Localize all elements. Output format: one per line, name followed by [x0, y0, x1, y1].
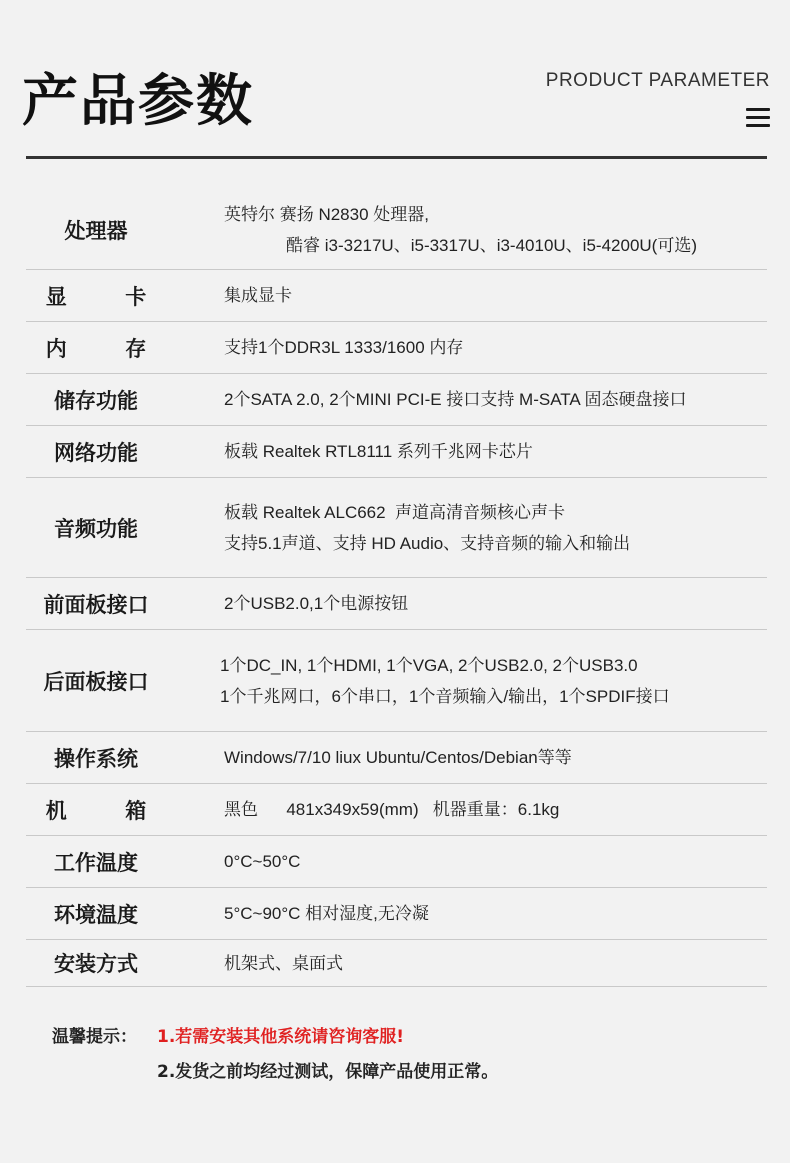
spec-value-line: 酷睿 i3-3217U、i5-3317U、i3-4010U、i5-4200U(可选)	[286, 235, 697, 255]
spec-value	[224, 578, 767, 629]
header-divider	[26, 156, 767, 159]
spec-value	[224, 940, 767, 986]
spec-value	[224, 270, 767, 321]
spec-value-line: 支持1个DDR3L 1333/1600 内存	[224, 338, 464, 357]
spec-value-line: 2个SATA 2.0, 2个MINI PCI-E 接口支持 M-SATA 固态硬盘接口	[224, 390, 687, 409]
spec-value-line: Windows/7/10 liux Ubuntu/Centos/Debian等等	[224, 748, 572, 767]
spec-label: 音频功能	[54, 516, 138, 541]
spec-row-rear-panel	[26, 630, 767, 732]
spec-row-work-temp	[26, 836, 767, 888]
spec-row-network	[26, 426, 767, 478]
spec-label: 机 箱	[45, 798, 147, 823]
spec-value	[220, 630, 767, 731]
spec-label: 网络功能	[54, 440, 138, 465]
spec-value	[224, 374, 767, 425]
tip-warning: 1.若需安装其他系统请咨询客服!	[157, 1027, 405, 1047]
spec-value-line: 1个DC_IN, 1个HDMI, 1个VGA, 2个USB2.0, 2个USB3.0	[220, 655, 638, 675]
spec-row-front-panel	[26, 578, 767, 630]
spec-row-os	[26, 732, 767, 784]
spec-value	[224, 888, 767, 939]
tip-note: 2.发货之前均经过测试，保障产品使用正常。	[157, 1062, 499, 1082]
spec-value-line: 机架式、桌面式	[224, 953, 343, 973]
spec-row-memory	[26, 322, 767, 374]
spec-table	[26, 190, 767, 987]
spec-value-line: 2个USB2.0,1个电源按钮	[224, 594, 409, 613]
spec-value-line: 板载 Realtek ALC662 声道高清音频核心声卡	[224, 502, 566, 522]
spec-value	[224, 784, 767, 835]
page-title: 产品参数	[22, 69, 254, 134]
spec-value-line: 5°C~90°C 相对湿度,无冷凝	[224, 904, 429, 923]
spec-label: 显 卡	[45, 284, 147, 309]
spec-row-chassis	[26, 784, 767, 836]
spec-value-line: 0°C~50°C	[224, 852, 301, 871]
spec-label: 环境温度	[54, 902, 138, 927]
spec-row-env-temp	[26, 888, 767, 940]
spec-row-processor	[26, 190, 767, 270]
spec-value-line: 支持5.1声道、支持 HD Audio、支持音频的输入和输出	[224, 533, 631, 553]
spec-label: 处理器	[64, 218, 128, 243]
spec-label: 后面板接口	[43, 669, 149, 694]
spec-label: 安装方式	[54, 952, 138, 976]
spec-value	[224, 190, 767, 269]
spec-label: 内 存	[45, 336, 147, 361]
spec-label: 前面板接口	[43, 592, 149, 617]
spec-value	[224, 322, 767, 373]
spec-value-line: 1个千兆网口，6个串口，1个音频输入/输出，1个SPDIF接口	[220, 686, 670, 706]
spec-value-line: 板载 Realtek RTL8111 系列千兆网卡芯片	[224, 442, 533, 461]
tips-label: 温馨提示：	[52, 1027, 137, 1047]
spec-value	[224, 426, 767, 477]
menu-icon	[746, 108, 770, 128]
spec-value-line: 集成显卡	[224, 286, 292, 305]
spec-label: 工作温度	[54, 850, 138, 875]
spec-row-storage	[26, 374, 767, 426]
spec-value	[224, 478, 767, 577]
page-subtitle: PRODUCT PARAMETER	[545, 70, 770, 91]
spec-label: 储存功能	[54, 388, 138, 413]
spec-value	[224, 732, 767, 783]
spec-label: 操作系统	[54, 746, 138, 771]
spec-value	[224, 836, 767, 887]
spec-row-audio	[26, 478, 767, 578]
spec-row-graphics	[26, 270, 767, 322]
spec-value-line: 英特尔 赛扬 N2830 处理器,	[224, 204, 429, 224]
spec-row-mounting	[26, 940, 767, 987]
spec-value-line: 黑色 481x349x59(mm) 机器重量：6.1kg	[224, 800, 560, 819]
